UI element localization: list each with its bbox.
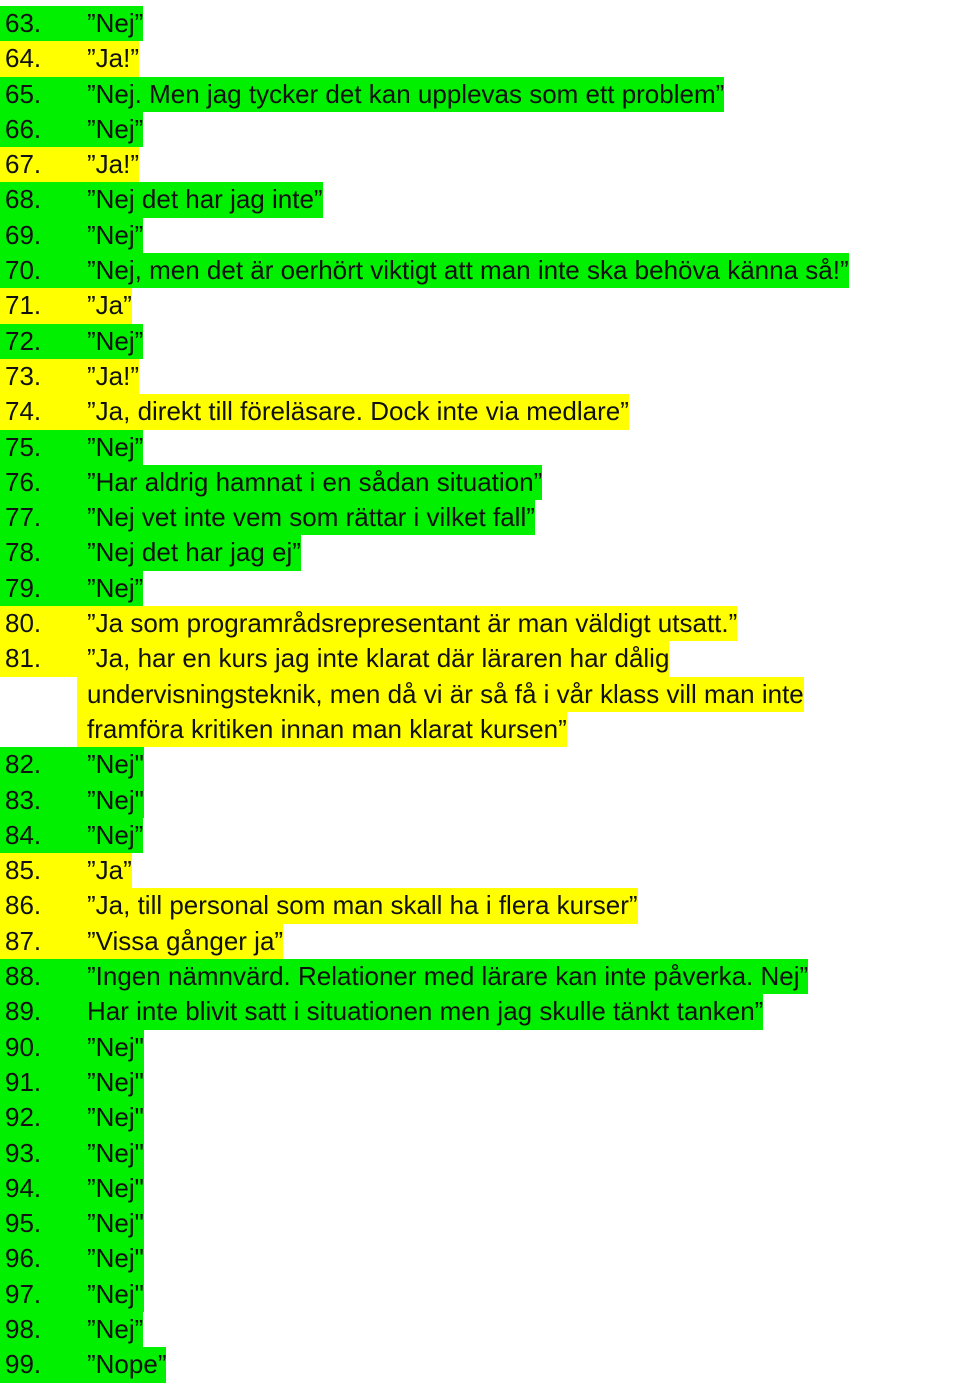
item-text: ”Nope” [77,1347,166,1382]
item-text: ”Nej" [77,1241,144,1276]
list-item [0,535,960,570]
list-item [0,994,960,1029]
list-item [0,783,960,818]
item-text: ”Nej” [77,6,143,41]
list-item [0,959,960,994]
list-item [0,465,960,500]
item-number: 69. [0,218,77,253]
list-item [0,924,960,959]
list-item [0,147,960,182]
item-text-line: undervisningsteknik, men då vi är så få i vår klass vill man inte [77,677,804,712]
list-item [0,1241,960,1276]
item-number: 94. [0,1171,77,1206]
item-number: 93. [0,1136,77,1171]
item-text: ”Ja!” [77,359,139,394]
item-number: 89. [0,994,77,1029]
item-text: ”Vissa gånger ja” [77,924,283,959]
list-item [0,606,960,641]
item-number: 99. [0,1347,77,1382]
list-item [0,818,960,853]
item-number: 88. [0,959,77,994]
list-item [0,112,960,147]
item-number: 76. [0,465,77,500]
list-item [0,747,960,782]
item-number: 87. [0,924,77,959]
list-item [0,288,960,323]
item-number: 68. [0,182,77,217]
list-item [0,1347,960,1382]
item-number: 77. [0,500,77,535]
item-number: 74. [0,394,77,429]
list-item [0,1277,960,1312]
list-item [0,394,960,429]
item-text: ”Nej" [77,783,144,818]
item-text: ”Nej" [77,1277,144,1312]
list-item [0,1171,960,1206]
item-number: 84. [0,818,77,853]
item-text: ”Nej” [77,324,143,359]
item-text: ”Nej" [77,1206,144,1241]
list-item [0,41,960,76]
item-text: ”Nej” [77,571,143,606]
list-item [0,1030,960,1065]
item-text: ”Nej" [77,1030,144,1065]
list-item [0,324,960,359]
item-text: ”Har aldrig hamnat i en sådan situation” [77,465,542,500]
item-text: ”Nej. Men jag tycker det kan upplevas som ett problem” [77,77,724,112]
list-item [0,6,960,41]
item-number: 90. [0,1030,77,1065]
item-number: 85. [0,853,77,888]
item-text: ”Nej” [77,818,143,853]
item-text: ”Nej det har jag inte” [77,182,323,217]
item-text: ”Nej” [77,218,143,253]
item-number: 64. [0,41,77,76]
item-text: ”Nej" [77,1136,144,1171]
item-text-line: framföra kritiken innan man klarat kursen” [77,712,567,747]
item-number: 80. [0,606,77,641]
item-text: ”Nej” [77,1312,143,1347]
list-item [0,1065,960,1100]
item-text: ”Nej” [77,112,143,147]
item-text: ”Nej" [77,1171,144,1206]
list-item [0,253,960,288]
item-text: ”Ja, direkt till föreläsare. Dock inte via medlare” [77,394,629,429]
item-text: ”Nej vet inte vem som rättar i vilket fall” [77,500,535,535]
item-text: Har inte blivit satt i situationen men jag skulle tänkt tanken” [77,994,763,1029]
item-text: ”Nej” [77,430,143,465]
item-number: 67. [0,147,77,182]
item-number: 66. [0,112,77,147]
list-item [0,218,960,253]
item-number: 72. [0,324,77,359]
item-number: 75. [0,430,77,465]
list-item [0,1312,960,1347]
item-number: 79. [0,571,77,606]
item-text: ”Ja, till personal som man skall ha i flera kurser” [77,888,638,923]
item-number: 70. [0,253,77,288]
item-number: 96. [0,1241,77,1276]
item-number: 98. [0,1312,77,1347]
answer-list [0,6,960,1383]
item-number: 78. [0,535,77,570]
item-text: ”Ja” [77,853,132,888]
list-item [0,1136,960,1171]
list-item [0,571,960,606]
list-item [0,1206,960,1241]
item-text: ”Nej" [77,1100,144,1135]
list-item [0,359,960,394]
item-text: ”Ja som programrådsrepresentant är man väldigt utsatt.” [77,606,737,641]
list-item [0,641,960,747]
item-text: ”Nej det har jag ej” [77,535,301,570]
item-number: 86. [0,888,77,923]
item-number: 81. [0,641,77,676]
list-item [0,182,960,217]
item-text: ”Ja!” [77,147,139,182]
list-item [0,1100,960,1135]
item-text: ”Nej, men det är oerhört viktigt att man inte ska behöva känna så!” [77,253,849,288]
item-text: ”Ja” [77,288,132,323]
item-number: 63. [0,6,77,41]
list-item [0,77,960,112]
list-item [0,888,960,923]
item-text: ”Ingen nämnvärd. Relationer med lärare kan inte påverka. Nej” [77,959,808,994]
item-number: 65. [0,77,77,112]
item-text-line: ”Ja, har en kurs jag inte klarat där läraren har dålig [77,641,669,676]
list-item [0,500,960,535]
item-number: 82. [0,747,77,782]
item-text: ”Nej" [77,1065,144,1100]
list-item [0,430,960,465]
item-number: 92. [0,1100,77,1135]
item-number: 83. [0,783,77,818]
item-text: ”Ja!” [77,41,139,76]
item-number: 91. [0,1065,77,1100]
item-number: 71. [0,288,77,323]
list-item [0,853,960,888]
item-number: 97. [0,1277,77,1312]
item-number: 95. [0,1206,77,1241]
item-text: ”Nej" [77,747,144,782]
item-number: 73. [0,359,77,394]
